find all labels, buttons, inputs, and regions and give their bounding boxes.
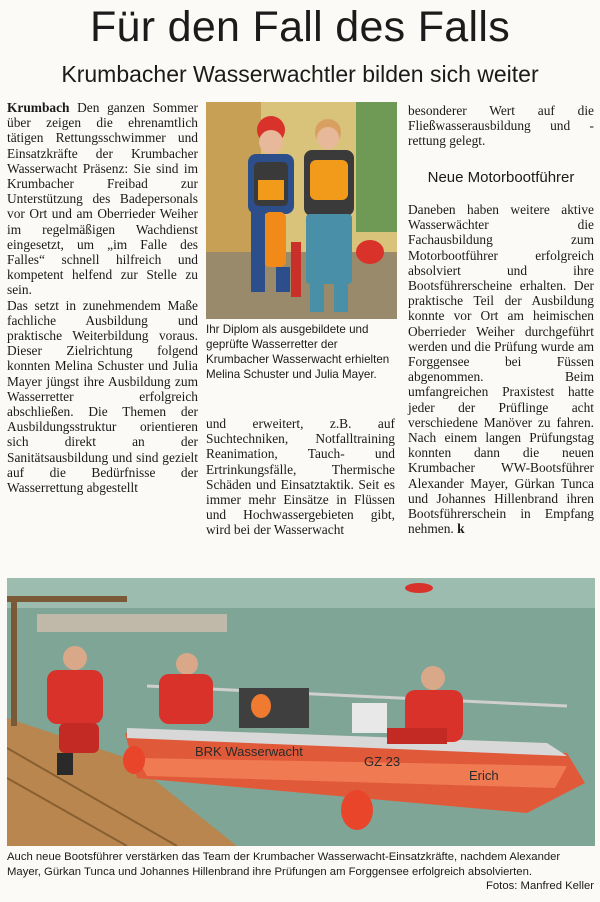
photo-2-image bbox=[7, 578, 595, 846]
photo-credit: Fotos: Manfred Keller bbox=[486, 880, 594, 892]
boat-registration: GZ 23 bbox=[364, 754, 401, 769]
boat-name: Erich bbox=[469, 768, 499, 783]
col3-paragraph: Daneben haben weitere aktive Wasserwächter die Fachausbildung zum Motorbootführer erfolgreich absolviert und ihre Bootsführerscheine erhalten. Der praktische Teil der Ausbildung konnte vor Ort am heimischen Oberrieder Weiher durchgeführt werden und die Prüfung wurde am Forggensee bei Füssen abgenommen. Beim umfangreichen Praxistest hatte jeder der Prüflinge acht verschiedene Manöver zu fahren. Nach einem langen Prüfungstag konnten dann die neuen Krumbacher WW-Bootsführer Alexander Mayer, Gürkan Tunca und Johannes Hillenbrand ihren Bootsführerschein in Empfang nehmen. bbox=[408, 202, 594, 537]
photo-2-caption: Auch neue Bootsführer verstärken das Team der Krumbacher Wasserwacht-Einsatzkräfte, nachdem Alexander Mayer, Gürkan Tunca und Johannes Hillenbrand ihre Prüfungen am Forggensee erfolgreich absolvierten. bbox=[7, 851, 561, 878]
column-3-text bbox=[408, 202, 594, 536]
author-signature: k bbox=[457, 521, 465, 537]
photo-water-rescuers bbox=[206, 102, 397, 319]
paragraph-2: Das setzt in zunehmendem Maße fachliche Ausbildung und praktische Weiterbildung voraus. Dieser Zielrichtung folgend konnten Melina Schuster und Julia Mayer jüngst ihre Ausbildung zum Wasserretter erfolgreich abschließen. Die Themen der Ausbildungsstruktur orientieren sich direkt an der Sanitätsausbildung und sind gezielt auf die Bedürfnisse der Wasserrettung abgestellt bbox=[7, 297, 198, 496]
boat-lettering: BRK Wasserwacht bbox=[195, 744, 303, 759]
photo-boat-crew bbox=[7, 578, 595, 846]
dateline: Krumbach bbox=[7, 100, 70, 115]
col1-text: Den ganzen Sommer über zeigen die ehrenamtlich tätigen Rettungsschwimmer und Einsatzkräfte der Krumbacher Wasserwacht Präsenz: Sie sind im Krumbacher Freibad zur Unterstützung des Badepersonals vor Ort und am Oberrieder Weiher im regelmäßigen Wachdienst eingesetzt, um „im Falle des Falles“ schnell hilfreich und kompetent helfend zur Stelle zu sein. bbox=[7, 100, 198, 298]
paragraph-1 bbox=[7, 100, 198, 298]
photo-1-caption: Ihr Diplom als ausgebildete und geprüfte Wasserretter der Krumbacher Wasserwacht erhielten Melina Schuster und Julia Mayer. bbox=[206, 323, 390, 381]
column-2: und erweitert, z.B. auf Suchtechniken, Notfalltraining Reanimation, Tauch- und Ertrinkungsfälle, Thermische Schäden und Einsatztaktik. Seit es immer mehr Einsätze in Flüssen und Hochwassergebieten gibt, wird bei der Wasserwacht bbox=[206, 416, 395, 538]
column-1 bbox=[7, 100, 198, 495]
subheading-motorboat: Neue Motorbootführer bbox=[427, 169, 575, 186]
column-3-intro: besonderer Wert auf die Fließwasserausbildung und -rettung gelegt. bbox=[408, 103, 594, 149]
photo-1-image bbox=[206, 102, 397, 319]
subheadline: Krumbacher Wasserwachtler bilden sich weiter bbox=[61, 61, 539, 87]
headline: Für den Fall des Falls bbox=[89, 3, 511, 51]
